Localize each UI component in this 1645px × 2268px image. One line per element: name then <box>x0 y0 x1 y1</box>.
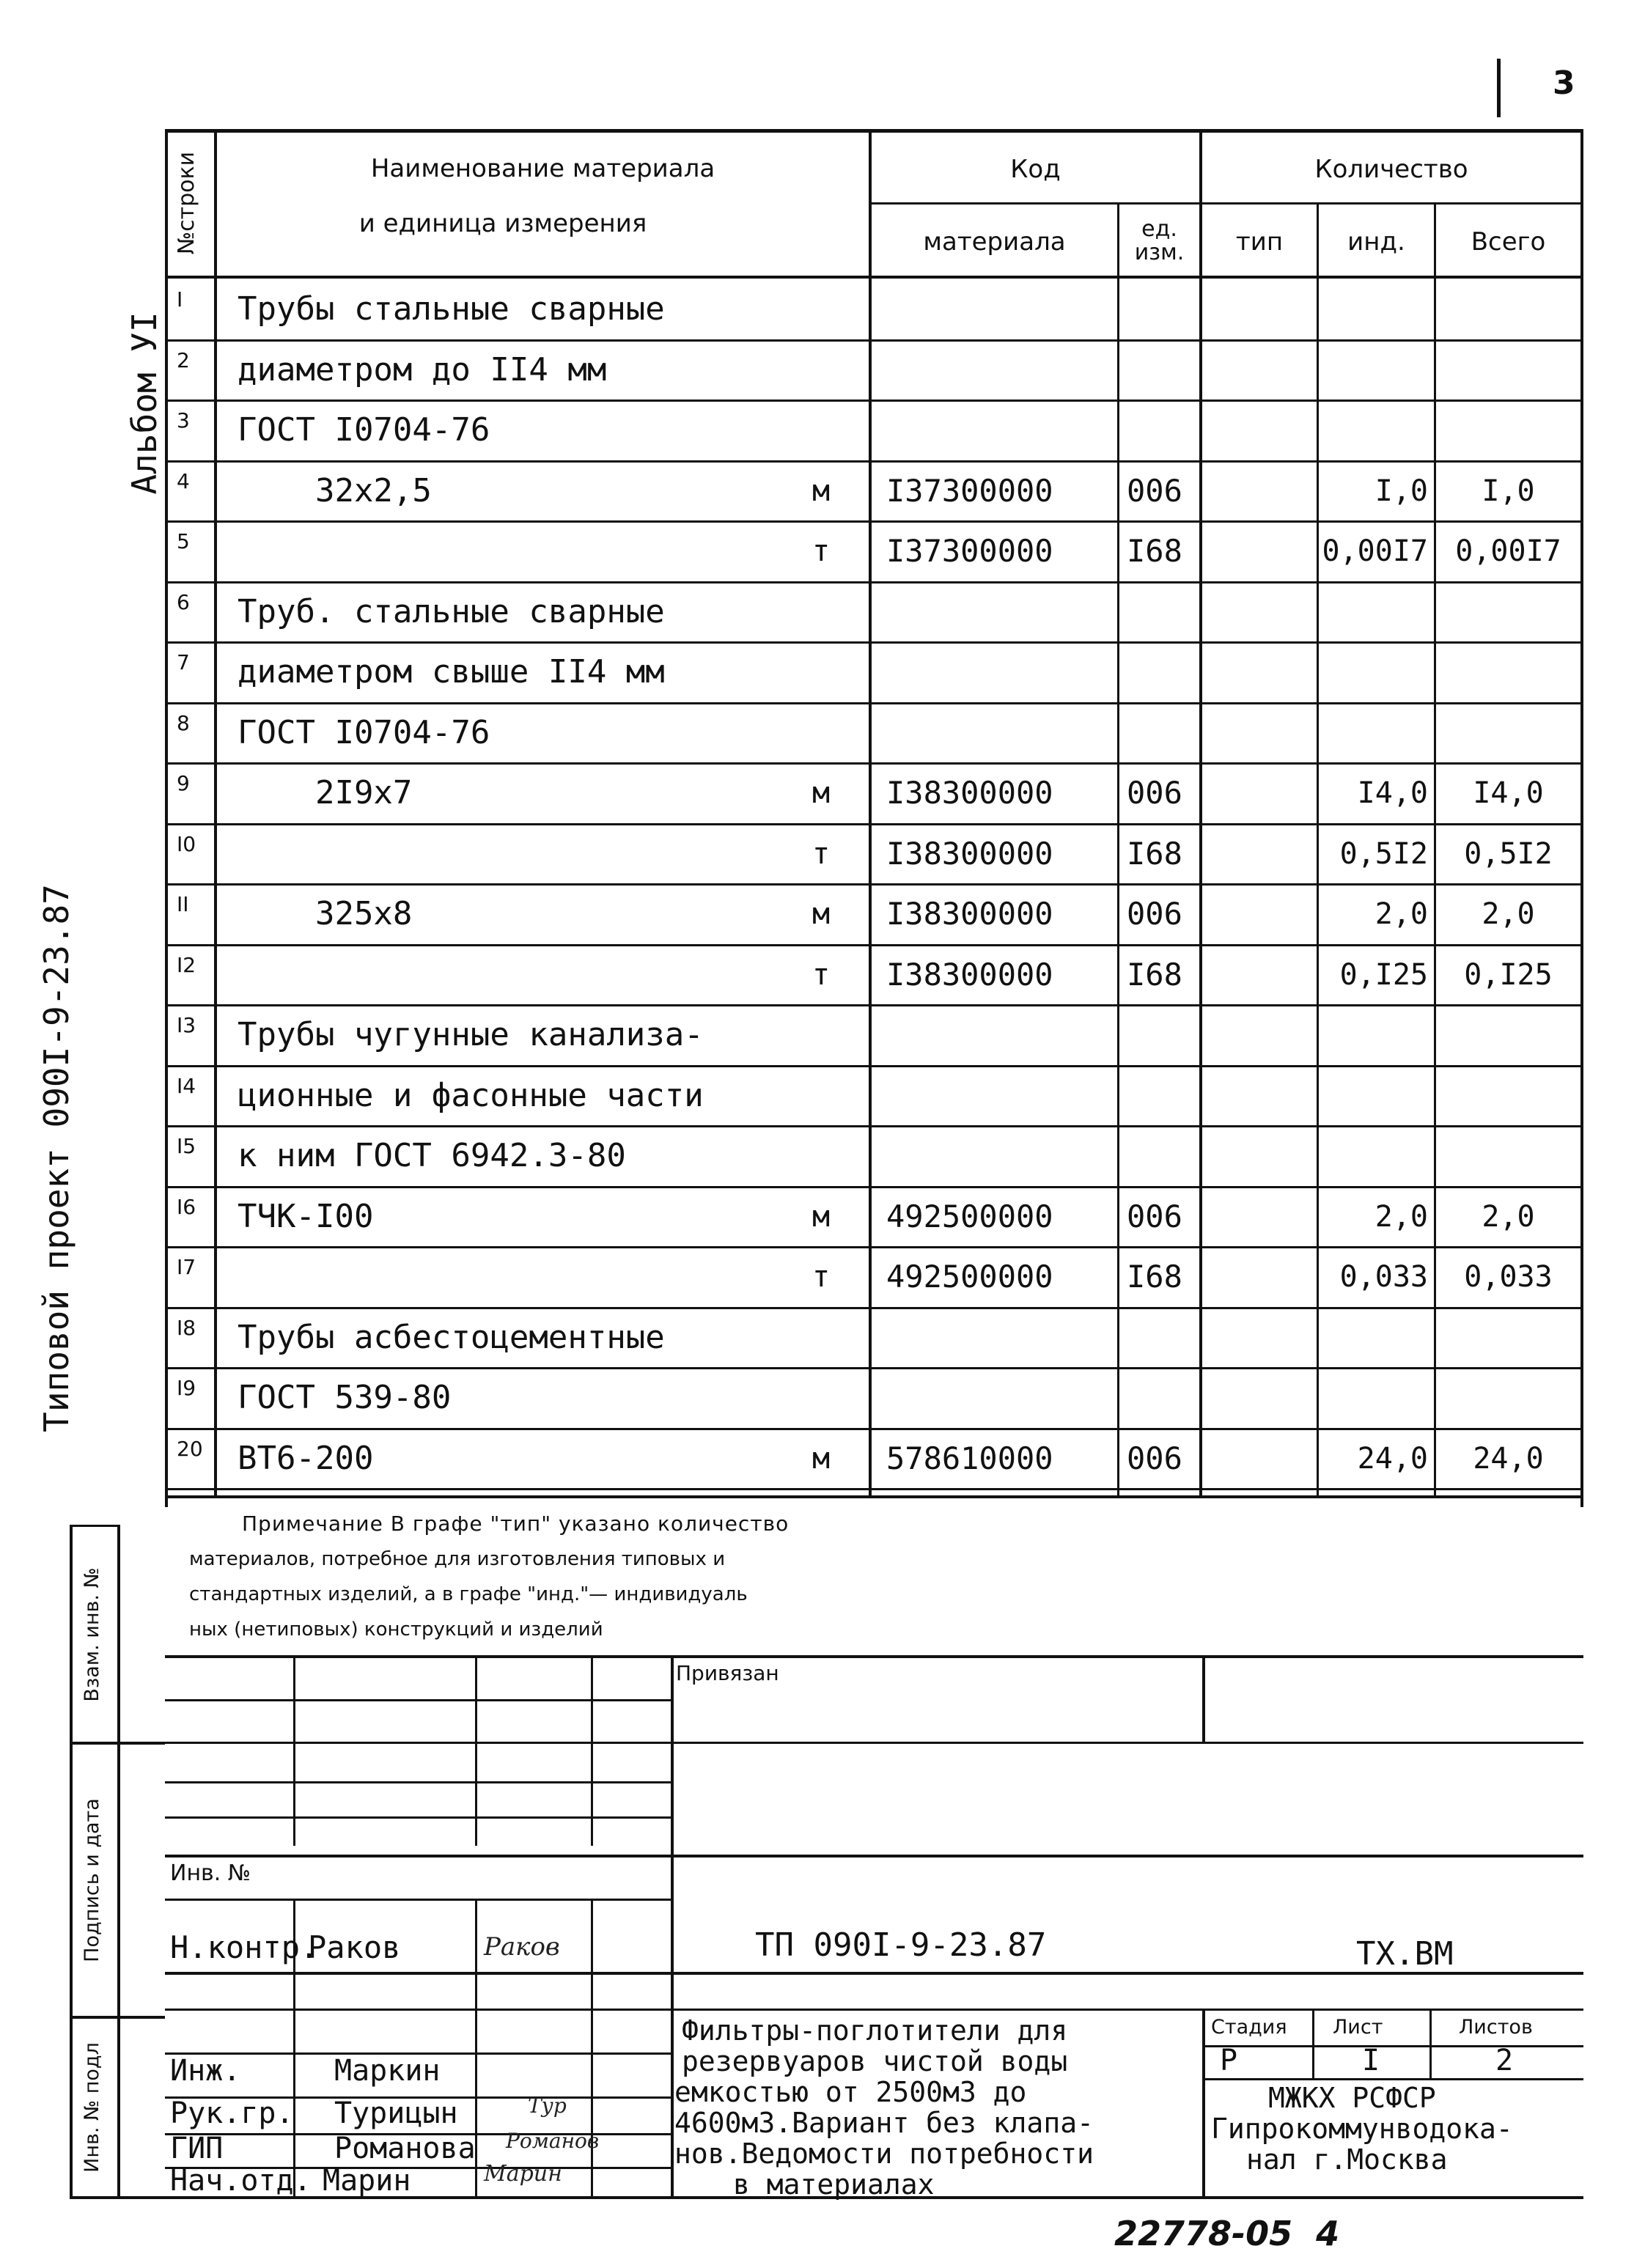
quantity-ind: 0,033 <box>1339 1259 1428 1294</box>
row-number: 7 <box>177 650 190 674</box>
quantity-total: 0,00I7 <box>1455 534 1561 568</box>
sheet-value: I <box>1362 2044 1380 2077</box>
name-turitsyn: Турицын <box>334 2096 458 2130</box>
material-name: ГОСТ 539-80 <box>238 1379 452 1416</box>
material-code: 492500000 <box>886 1259 1053 1295</box>
quantity-total: 0,I25 <box>1464 957 1553 992</box>
stage-label: Стадия <box>1211 2016 1287 2039</box>
unit-of-measure: м <box>812 1199 831 1234</box>
header-name-sub: и единица измерения <box>358 209 647 238</box>
quantity-type <box>1202 1367 1317 1428</box>
quantity-ind <box>1319 1004 1434 1065</box>
strip-signature-date: Подпись и дата <box>81 1798 103 1962</box>
material-name: Трубы стальные сварные <box>238 290 665 328</box>
privyazan-label: Привязан <box>676 1661 779 1685</box>
unit-of-measure <box>777 279 865 339</box>
row-number: II <box>177 892 189 916</box>
unit-of-measure: т <box>812 836 831 871</box>
material-code: 492500000 <box>886 1199 1053 1234</box>
unit-of-measure <box>777 1004 865 1065</box>
doc-mark: ТХ.ВМ <box>1356 1935 1454 1973</box>
quantity-type <box>1202 1246 1317 1307</box>
quantity-type <box>1202 581 1317 642</box>
header-quantity: Количество <box>1314 155 1468 184</box>
unit-of-measure: м <box>812 474 831 508</box>
unit-code <box>1119 1367 1199 1428</box>
quantity-ind <box>1319 702 1434 763</box>
unit-of-measure <box>777 400 865 460</box>
unit-of-measure <box>777 1307 865 1368</box>
material-code: I38300000 <box>886 957 1053 993</box>
row-number: I5 <box>177 1134 196 1158</box>
unit-of-measure: т <box>812 957 831 992</box>
note-line-1: Примечание В графе "тип" указано количество <box>242 1512 790 1536</box>
material-name: диаметром свыше II4 мм <box>238 653 665 691</box>
title-line-1: Фильтры-поглотители для <box>682 2014 1068 2047</box>
material-name: Труб. стальные сварные <box>238 593 665 630</box>
material-code <box>872 339 1117 400</box>
name-romanova: Романова <box>334 2132 476 2165</box>
note-line-4: ных (нетиповых) конструкций и изделий <box>189 1619 603 1641</box>
quantity-type <box>1202 823 1317 884</box>
quantity-ind <box>1319 581 1434 642</box>
quantity-ind: 24,0 <box>1357 1441 1428 1476</box>
quantity-ind <box>1319 641 1434 702</box>
title-line-5: нов.Ведомости потребности <box>674 2138 1094 2170</box>
unit-code <box>1119 1065 1199 1126</box>
quantity-total <box>1436 1065 1580 1126</box>
quantity-ind <box>1319 279 1434 339</box>
material-name: Трубы асбестоцементные <box>238 1319 665 1356</box>
row-number: 5 <box>177 529 190 553</box>
quantity-ind: 0,00I7 <box>1322 534 1428 568</box>
quantity-ind: I,0 <box>1374 474 1428 508</box>
role-nach-otd: Нач.отд. <box>170 2164 312 2198</box>
quantity-ind: 2,0 <box>1374 896 1428 931</box>
name-rakov: Раков <box>308 1929 401 1965</box>
sheets-value: 2 <box>1495 2044 1514 2077</box>
unit-of-measure: т <box>812 534 831 568</box>
album-label: Альбом УI <box>125 312 164 495</box>
material-code <box>872 1125 1117 1186</box>
signature-1: Раков <box>484 1932 560 1962</box>
quantity-ind <box>1319 1307 1434 1368</box>
material-code <box>872 279 1117 339</box>
material-code: I37300000 <box>886 473 1053 509</box>
quantity-type <box>1202 279 1317 339</box>
unit-code <box>1119 702 1199 763</box>
role-inzh: Инж. <box>170 2054 241 2088</box>
quantity-type <box>1202 1186 1317 1247</box>
header-row-number: №строки <box>174 151 199 255</box>
row-number: I9 <box>177 1376 196 1400</box>
unit-of-measure <box>777 581 865 642</box>
page-number: 3 <box>1553 65 1575 102</box>
unit-code <box>1119 641 1199 702</box>
quantity-type <box>1202 1065 1317 1126</box>
sheets-label: Листов <box>1459 2016 1533 2039</box>
sheet-label: Лист <box>1333 2016 1383 2039</box>
row-number: I7 <box>177 1255 196 1279</box>
quantity-total <box>1436 641 1580 702</box>
quantity-total <box>1436 400 1580 460</box>
note-line-2: материалов, потребное для изготовления типовых и <box>189 1548 726 1570</box>
quantity-total <box>1436 581 1580 642</box>
material-name: к ним ГОСТ 6942.3-80 <box>238 1137 626 1174</box>
unit-code <box>1119 1004 1199 1065</box>
unit-code: I68 <box>1127 1259 1182 1295</box>
header-total: Всего <box>1471 227 1546 257</box>
unit-of-measure <box>777 1125 865 1186</box>
row-number: I2 <box>177 953 196 977</box>
unit-code <box>1119 581 1199 642</box>
quantity-type <box>1202 641 1317 702</box>
quantity-ind <box>1319 1065 1434 1126</box>
quantity-total: 2,0 <box>1482 896 1535 931</box>
row-number: I4 <box>177 1074 196 1098</box>
name-marin: Марин <box>323 2164 411 2198</box>
unit-code <box>1119 1125 1199 1186</box>
row-number: I0 <box>177 832 196 856</box>
stage-value: Р <box>1220 2044 1238 2077</box>
material-code <box>872 581 1117 642</box>
material-code <box>872 1065 1117 1126</box>
org-line-2: Гипрокоммунводока- <box>1211 2113 1513 2145</box>
quantity-type <box>1202 1428 1317 1489</box>
quantity-total <box>1436 339 1580 400</box>
role-gip: ГИП <box>170 2132 224 2165</box>
material-name: Трубы чугунные канализа- <box>238 1016 704 1053</box>
material-name: 2I9х7 <box>238 774 413 811</box>
strip-vzam-inv: Взам. инв. № <box>81 1567 103 1702</box>
unit-code: I68 <box>1127 836 1182 872</box>
material-name: ТЧК-I00 <box>238 1198 374 1235</box>
quantity-total: 2,0 <box>1482 1199 1535 1234</box>
material-code: I38300000 <box>886 896 1053 932</box>
quantity-total <box>1436 702 1580 763</box>
row-number: I3 <box>177 1013 196 1037</box>
strip-inv-podl: Инв. № подл <box>81 2042 103 2173</box>
quantity-ind: 0,I25 <box>1339 957 1428 992</box>
unit-of-measure <box>777 1065 865 1126</box>
row-number: I6 <box>177 1195 196 1219</box>
quantity-total <box>1436 1307 1580 1368</box>
role-n-kontr: Н.контр. <box>170 1929 319 1965</box>
material-name: 32х2,5 <box>238 472 432 509</box>
quantity-total: 24,0 <box>1473 1441 1544 1476</box>
material-code <box>872 702 1117 763</box>
quantity-type <box>1202 520 1317 581</box>
unit-of-measure: м <box>812 896 831 931</box>
material-code: I38300000 <box>886 775 1053 811</box>
quantity-type <box>1202 944 1317 1005</box>
material-name <box>217 944 781 1005</box>
quantity-ind <box>1319 400 1434 460</box>
role-ruk-gr: Рук.гр. <box>170 2096 294 2130</box>
quantity-type <box>1202 1307 1317 1368</box>
quantity-type <box>1202 702 1317 763</box>
quantity-ind <box>1319 339 1434 400</box>
unit-code: 006 <box>1127 1440 1182 1476</box>
title-line-2: резервуаров чистой воды <box>682 2045 1068 2077</box>
row-number: 4 <box>177 469 190 493</box>
header-type: тип <box>1235 227 1284 257</box>
quantity-total <box>1436 1367 1580 1428</box>
unit-code <box>1119 400 1199 460</box>
quantity-ind <box>1319 1367 1434 1428</box>
quantity-total <box>1436 279 1580 339</box>
material-name: диаметром до II4 мм <box>238 351 607 389</box>
material-code: I37300000 <box>886 533 1053 569</box>
row-number: 2 <box>177 348 190 372</box>
quantity-ind: 2,0 <box>1374 1199 1428 1234</box>
quantity-total: 0,5I2 <box>1464 836 1553 871</box>
unit-of-measure <box>777 641 865 702</box>
quantity-type <box>1202 339 1317 400</box>
unit-of-measure <box>777 339 865 400</box>
quantity-ind <box>1319 1125 1434 1186</box>
unit-of-measure <box>777 702 865 763</box>
quantity-total <box>1436 1004 1580 1065</box>
material-code <box>872 641 1117 702</box>
bottom-number: 22778-05 4 <box>1114 2214 1340 2253</box>
quantity-ind: 0,5I2 <box>1339 836 1428 871</box>
material-name: ВТ6-200 <box>238 1440 374 1477</box>
row-number: 20 <box>177 1437 203 1461</box>
unit-of-measure: м <box>812 776 831 810</box>
name-markin: Маркин <box>334 2054 441 2088</box>
header-ind: инд. <box>1347 227 1405 257</box>
quantity-type <box>1202 883 1317 944</box>
row-number: 3 <box>177 408 190 432</box>
title-line-3: емкостью от 2500м3 до <box>674 2076 1027 2108</box>
project-label: Типовой проект 090I-9-23.87 <box>37 884 76 1432</box>
quantity-type <box>1202 460 1317 521</box>
quantity-total <box>1436 1125 1580 1186</box>
signature-3: Тур <box>528 2094 567 2118</box>
row-number: I8 <box>177 1316 196 1340</box>
material-name: ГОСТ I0704-76 <box>238 714 490 751</box>
signature-4: Романов <box>506 2129 600 2153</box>
unit-code: I68 <box>1127 957 1182 993</box>
material-name <box>217 520 781 581</box>
quantity-type <box>1202 1004 1317 1065</box>
title-line-6: в материалах <box>733 2168 935 2201</box>
unit-of-measure: м <box>812 1441 831 1476</box>
row-number: I <box>177 287 183 312</box>
material-code: 578610000 <box>886 1440 1053 1476</box>
unit-of-measure <box>777 1367 865 1428</box>
material-name <box>217 1246 781 1307</box>
material-code <box>872 1367 1117 1428</box>
material-code <box>872 400 1117 460</box>
unit-code: 006 <box>1127 775 1182 811</box>
org-line-1: МЖКХ РСФСР <box>1268 2082 1436 2114</box>
unit-code <box>1119 279 1199 339</box>
header-code: Код <box>1010 155 1061 184</box>
quantity-type <box>1202 400 1317 460</box>
quantity-total: I4,0 <box>1473 776 1544 810</box>
note-line-3: стандартных изделий, а в графе "инд."— индивидуаль <box>189 1583 748 1605</box>
unit-code: 006 <box>1127 1199 1182 1234</box>
material-name: ГОСТ I0704-76 <box>238 411 490 449</box>
material-code: I38300000 <box>886 836 1053 872</box>
title-line-4: 4600м3.Вариант без клапа- <box>674 2107 1094 2139</box>
row-number: 6 <box>177 590 190 614</box>
header-code-unit: ед. изм. <box>1134 216 1185 265</box>
quantity-total: 0,033 <box>1464 1259 1553 1294</box>
signature-5: Марин <box>484 2161 562 2187</box>
unit-code <box>1119 1307 1199 1368</box>
unit-code: I68 <box>1127 533 1182 569</box>
material-name: 325х8 <box>238 895 413 932</box>
row-number: 9 <box>177 771 190 795</box>
quantity-ind: I4,0 <box>1357 776 1428 810</box>
doc-code: ТП 090I-9-23.87 <box>755 1926 1047 1964</box>
unit-code: 006 <box>1127 896 1182 932</box>
quantity-type <box>1202 1125 1317 1186</box>
material-code <box>872 1004 1117 1065</box>
quantity-total: I,0 <box>1482 474 1535 508</box>
header-code-material: материала <box>923 227 1066 257</box>
unit-of-measure: т <box>812 1259 831 1294</box>
unit-code <box>1119 339 1199 400</box>
row-number: 8 <box>177 711 190 735</box>
material-name <box>217 823 781 884</box>
inv-no-label: Инв. № <box>170 1860 251 1886</box>
org-line-3: нал г.Москва <box>1246 2143 1448 2176</box>
quantity-type <box>1202 762 1317 823</box>
header-name: Наименование материала <box>370 154 715 183</box>
material-name: ционные и фасонные части <box>238 1077 704 1114</box>
material-code <box>872 1307 1117 1368</box>
unit-code: 006 <box>1127 473 1182 509</box>
